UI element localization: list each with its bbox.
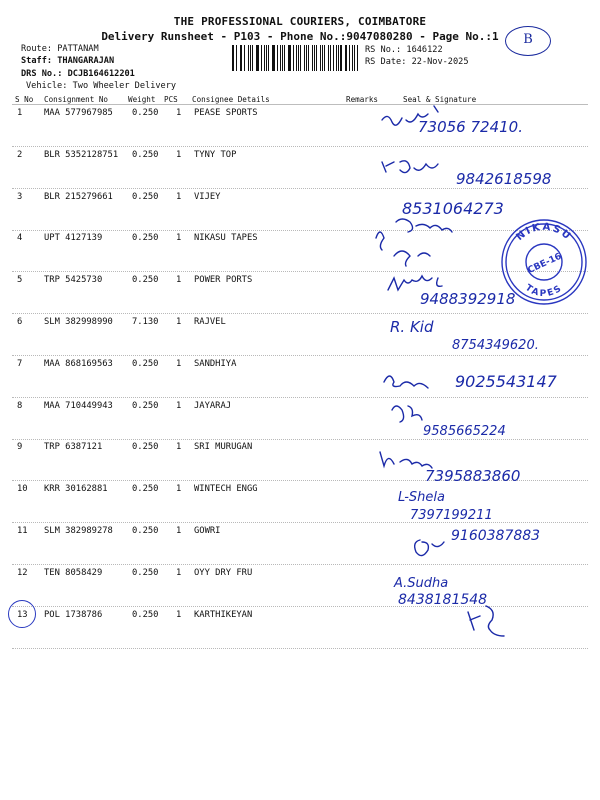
row-pcs: 1 xyxy=(176,275,182,286)
row-sno: 10 xyxy=(17,484,28,495)
signature-1 xyxy=(382,106,438,125)
row-consignment-no: BLR 215279661 xyxy=(44,191,113,202)
barcode-bar xyxy=(273,45,274,71)
row-consignment-no: MAA 868169563 xyxy=(44,358,113,369)
row-pcs: 1 xyxy=(176,609,182,620)
barcode-bar xyxy=(304,45,305,71)
row-weight: 0.250 xyxy=(132,358,159,369)
vehicle-value: Two Wheeler Delivery xyxy=(72,81,177,91)
handwritten-phone: 9025543147 xyxy=(455,372,557,391)
col-header-consignment: Consignment No xyxy=(44,95,109,104)
signature-3 xyxy=(396,219,452,232)
stamp-center-text: CBE-16 xyxy=(526,251,564,276)
stamp-bottom-text: TAPES xyxy=(523,283,565,300)
handwritten-phone: 9842618598 xyxy=(456,170,552,188)
barcode-bar xyxy=(308,45,309,71)
runsheet-title: Delivery Runsheet - P103 - Phone No.:9047080280 - Page No.:1 xyxy=(101,30,499,43)
row-consignee: POWER PORTS xyxy=(194,275,253,286)
row-consignment-no: SLM 382989278 xyxy=(44,526,113,536)
row-sno: 3 xyxy=(17,191,23,202)
row-pcs: 1 xyxy=(176,400,182,411)
row-pcs: 1 xyxy=(176,526,182,536)
row-pcs: 1 xyxy=(176,191,182,202)
row-sno: 2 xyxy=(17,149,23,160)
rs-date-line xyxy=(365,57,469,67)
row-pcs: 1 xyxy=(176,442,182,453)
row-sno: 4 xyxy=(17,233,23,244)
row-pcs: 1 xyxy=(176,358,182,369)
signature-7 xyxy=(384,376,428,388)
row-pcs: 1 xyxy=(176,233,182,244)
row-pcs: 1 xyxy=(176,317,182,327)
rubber-stamp xyxy=(498,216,590,308)
handwritten-phone: 9585665224 xyxy=(423,424,506,439)
col-header-consignee: Consignee Details xyxy=(192,95,270,104)
row-weight: 0.250 xyxy=(132,400,159,411)
row-pcs: 1 xyxy=(176,567,182,578)
handwritten-phone: 7395883860 xyxy=(425,467,521,485)
row-pcs: 1 xyxy=(176,149,182,160)
handwritten-circle xyxy=(8,600,36,628)
col-header-weight: Weight xyxy=(128,95,156,104)
handwritten-name: R. Kid xyxy=(390,318,434,336)
barcode-bar xyxy=(346,45,347,71)
barcode-bar xyxy=(333,45,334,71)
row-consignee: NIKASU TAPES xyxy=(194,233,258,244)
row-consignee: TYNY TOP xyxy=(194,149,237,160)
signature-4 xyxy=(376,232,430,266)
row-consignment-no: TEN 8058429 xyxy=(44,567,103,578)
row-weight: 0.250 xyxy=(132,484,159,495)
row-consignment-no: POL 1738786 xyxy=(44,609,103,620)
row-consignee: PEASE SPORTS xyxy=(194,108,258,118)
row-sno: 13 xyxy=(17,609,28,620)
row-sno: 7 xyxy=(17,358,23,369)
row-consignee: VIJEY xyxy=(194,191,221,202)
row-weight: 7.130 xyxy=(132,317,159,327)
barcode xyxy=(232,45,360,71)
row-consignee: SRI MURUGAN xyxy=(194,442,253,453)
vehicle-line xyxy=(26,81,176,91)
row-weight: 0.250 xyxy=(132,567,159,578)
row-consignment-no: UPT 4127139 xyxy=(44,233,103,244)
row-consignment-no: BLR 5352128751 xyxy=(44,149,119,160)
rs-date-value: 22-Nov-2025 xyxy=(411,57,469,67)
barcode-bar xyxy=(340,45,341,71)
row-weight: 0.250 xyxy=(132,233,159,244)
handwritten-phone: 7397199211 xyxy=(410,508,493,523)
col-header-pcs: PCS xyxy=(164,95,178,104)
handwritten-name: L-Shela xyxy=(398,490,445,505)
row-consignee: JAYARAJ xyxy=(194,400,232,411)
row-sno: 11 xyxy=(17,526,28,536)
handwritten-phone: 9488392918 xyxy=(420,290,516,308)
col-header-signature: Seal & Signature xyxy=(403,95,477,104)
row-weight: 0.250 xyxy=(132,108,159,118)
signature-8 xyxy=(392,406,422,422)
route-value: PATTANAM xyxy=(57,44,99,54)
row-sno: 9 xyxy=(17,442,23,453)
row-consignee: OYY DRY FRU xyxy=(194,567,253,578)
handwritten-phone: 9160387883 xyxy=(451,528,541,544)
barcode-bar xyxy=(277,45,278,71)
staff-value: THANGARAJAN xyxy=(57,56,115,66)
rs-no-line xyxy=(365,45,443,55)
handwritten-phone: 8438181548 xyxy=(398,592,488,608)
route-label: Route: xyxy=(21,44,53,54)
signature-9 xyxy=(380,452,432,468)
row-sno: 6 xyxy=(17,317,23,327)
barcode-bar xyxy=(328,45,329,71)
row-consignment-no: MAA 710449943 xyxy=(44,400,113,411)
company-name: THE PROFESSIONAL COURIERS, COIMBATORE xyxy=(173,15,427,28)
barcode-bar xyxy=(233,45,234,71)
col-header-remarks: Remarks xyxy=(346,95,379,104)
row-sno: 12 xyxy=(17,567,28,578)
signature-5 xyxy=(388,276,442,290)
row-pcs: 1 xyxy=(176,108,182,118)
barcode-bar xyxy=(241,45,242,71)
signature-scribbles xyxy=(340,100,600,660)
barcode-bar xyxy=(257,45,258,71)
rs-no-value: 1646122 xyxy=(406,45,443,55)
row-pcs: 1 xyxy=(176,484,182,495)
row-weight: 0.250 xyxy=(132,609,159,620)
barcode-bar xyxy=(316,45,317,71)
route-line xyxy=(21,44,99,54)
row-consignment-no: TRP 5425730 xyxy=(44,275,103,286)
staff-line xyxy=(21,56,114,66)
barcode-bar xyxy=(256,45,257,71)
barcode-bar xyxy=(298,45,299,71)
row-consignment-no: TRP 6387121 xyxy=(44,442,103,453)
row-consignee: RAJVEL xyxy=(194,317,226,327)
row-consignee: SANDHIYA xyxy=(194,358,237,369)
row-consignment-no: KRR 30162881 xyxy=(44,484,108,495)
col-header-sno: S No xyxy=(15,95,34,104)
barcode-bar xyxy=(284,45,285,71)
row-sno: 5 xyxy=(17,275,23,286)
rs-date-label: RS Date: xyxy=(365,57,407,67)
barcode-bar xyxy=(266,45,267,71)
row-weight: 0.250 xyxy=(132,149,159,160)
drs-value: DCJB164612201 xyxy=(67,69,135,79)
barcode-bar xyxy=(324,45,325,71)
signature-13 xyxy=(468,606,504,636)
handwritten-page-mark: B xyxy=(505,26,551,56)
row-consignment-no: MAA 577967985 xyxy=(44,108,113,118)
handwritten-name: A.Sudha xyxy=(394,576,449,591)
drs-line xyxy=(21,69,135,79)
row-consignee: WINTECH ENGG xyxy=(194,484,258,495)
signature-2 xyxy=(382,161,438,173)
barcode-bar xyxy=(289,45,290,71)
barcode-bar xyxy=(354,45,355,71)
barcode-bar xyxy=(248,45,249,71)
drs-label: DRS No.: xyxy=(21,69,63,79)
row-weight: 0.250 xyxy=(132,442,159,453)
handwritten-phone: 8531064273 xyxy=(402,199,504,218)
row-consignment-no: SLM 382998990 xyxy=(44,317,113,327)
signature-12 xyxy=(415,540,444,556)
row-weight: 0.250 xyxy=(132,275,159,286)
staff-label: Staff: xyxy=(21,56,53,66)
row-weight: 0.250 xyxy=(132,191,159,202)
stamp-top-text: NIKASU xyxy=(514,221,574,244)
handwritten-phone: 8754349620. xyxy=(452,338,539,353)
vehicle-label: Vehicle: xyxy=(26,81,68,91)
handwritten-phone: 73056 72410. xyxy=(418,118,523,136)
row-sno: 8 xyxy=(17,400,23,411)
row-consignee: GOWRI xyxy=(194,526,221,536)
row-consignee: KARTHIKEYAN xyxy=(194,609,253,620)
row-weight: 0.250 xyxy=(132,526,159,536)
row-sno: 1 xyxy=(17,108,23,118)
rs-no-label: RS No.: xyxy=(365,45,402,55)
